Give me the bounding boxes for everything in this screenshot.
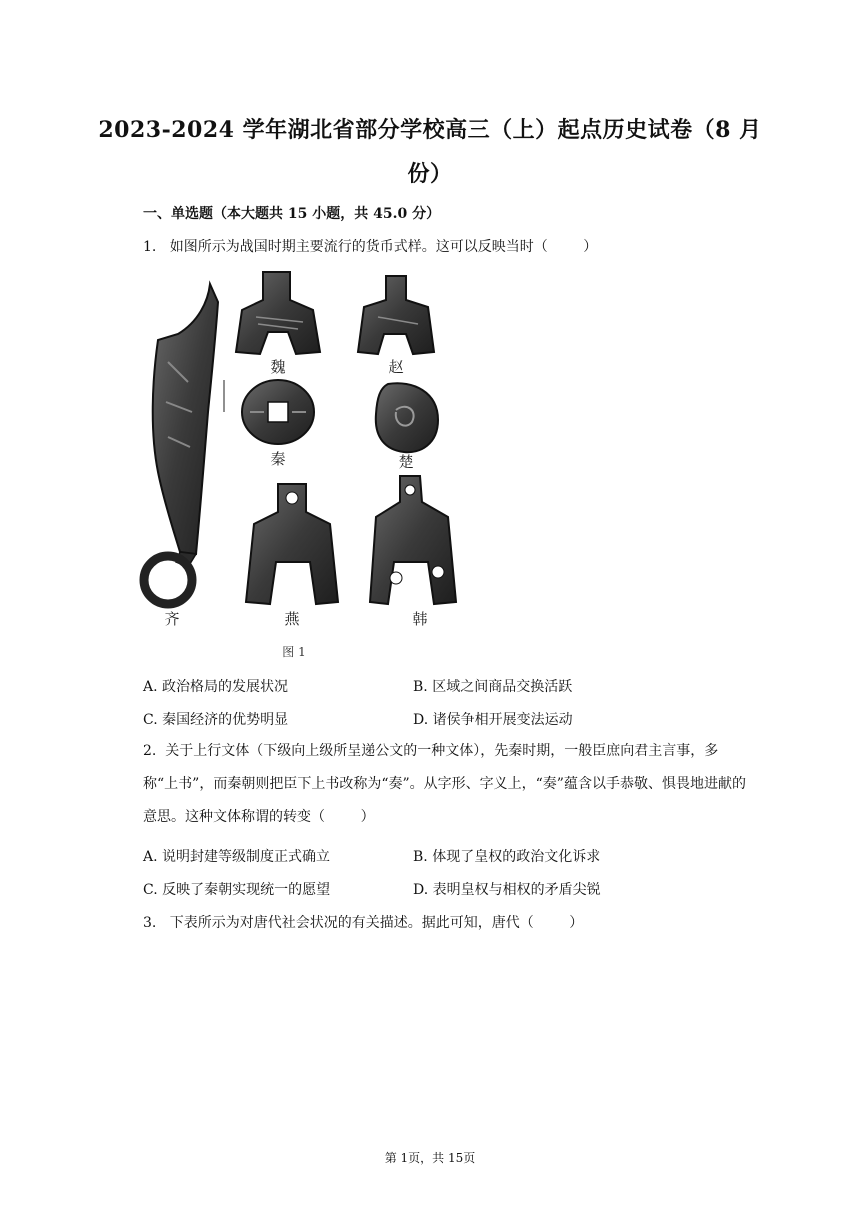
coin-label-chu: 楚 (398, 453, 414, 471)
figure-caption: 图 1 (282, 645, 306, 659)
section-heading: 一、单选题（本大题共 15 小题，共 45.0 分） (143, 206, 441, 222)
qin-round-coin (242, 380, 314, 444)
q1-option-a[interactable]: A. 政治格局的发展状况 (143, 679, 289, 695)
exam-title-line1: 2023-2024 学年湖北省部分学校高三（上）起点历史试卷（8 月 (98, 117, 762, 143)
page-footer: 第 1页，共 15页 (384, 1151, 476, 1165)
chu-ant-nose-coin (376, 383, 438, 452)
q1-option-c[interactable]: C. 秦国经济的优势明显 (143, 712, 289, 728)
question-1-stem: 1. 如图所示为战国时期主要流行的货币式样。这可以反映当时（ ） (143, 239, 598, 255)
han-spade-coin (370, 476, 456, 604)
qi-knife-coin (144, 284, 218, 604)
question-2-stem: 2. 关于上行文体（下级向上级所呈递公文的一种文体），先秦时期，一般臣庶向君主言事，多称“上书”，而秦朝则把臣下上书改称为“奏”。从字形、字义上，“奏”蕴含以手恭敬、惧畏地进献的意思。这种文体称谓的转变（ ） (143, 743, 746, 825)
q1-option-d[interactable]: D. 诸侯争相开展变法运动 (413, 712, 573, 728)
coin-label-qin: 秦 (270, 450, 286, 468)
exam-title-line2: 份） (407, 161, 453, 187)
ancient-coins-illustration (138, 262, 473, 667)
q1-option-b[interactable]: B. 区域之间商品交换活跃 (413, 679, 573, 695)
q2-option-d[interactable]: D. 表明皇权与相权的矛盾尖锐 (413, 882, 601, 898)
coin-label-han: 韩 (412, 610, 428, 628)
coin-label-qi: 齐 (164, 610, 180, 628)
coin-label-wei: 魏 (270, 358, 286, 376)
coin-label-yan: 燕 (284, 610, 300, 628)
coin-label-zhao: 赵 (388, 358, 404, 376)
q2-option-b[interactable]: B. 体现了皇权的政治文化诉求 (413, 849, 601, 865)
q2-option-a[interactable]: A. 说明封建等级制度正式确立 (143, 849, 331, 865)
question-3-stem: 3. 下表所示为对唐代社会状况的有关描述。据此可知，唐代（ ） (143, 915, 584, 931)
q2-option-c[interactable]: C. 反映了秦朝实现统一的愿望 (143, 882, 331, 898)
coin-figure (138, 262, 473, 667)
wei-spade-coin (236, 272, 320, 354)
zhao-spade-coin (358, 276, 434, 354)
yan-spade-coin (246, 484, 338, 604)
